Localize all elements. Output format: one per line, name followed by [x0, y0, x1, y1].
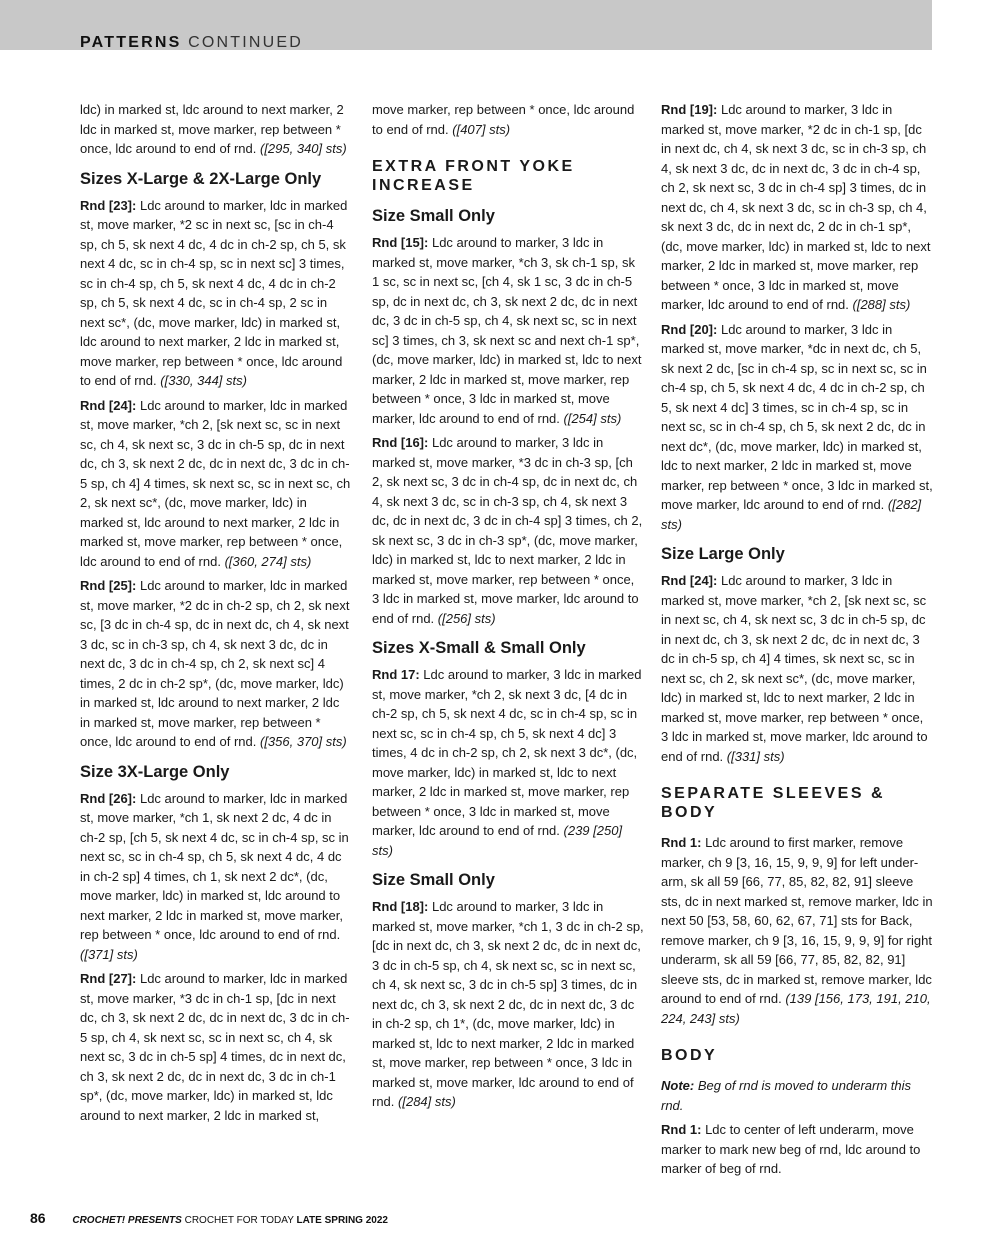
stitch-count: ([356, 370] sts): [259, 734, 347, 749]
instruction-paragraph: [661, 320, 933, 535]
header-title-bold: PATTERNS: [80, 34, 182, 51]
round-label: Rnd [19]:: [661, 102, 718, 117]
instruction-paragraph: [372, 897, 644, 1112]
instruction-paragraph: [661, 833, 933, 1028]
instruction-paragraph: [372, 233, 644, 428]
instruction-text: ldc) in marked st, ldc around to next marker, 2 ldc in marked st, move marker, rep between * once, ldc around to end of rnd.: [80, 102, 344, 156]
stitch-count: (239 [250] sts): [372, 823, 623, 858]
instruction-paragraph: [80, 196, 352, 391]
instruction-text: Ldc around to marker, ldc in marked st, move marker, *ch 1, sk next 2 dc, 4 dc in ch-2 sp, [ch 5, sk next 4 dc, sc in ch-4 sp, sc in next sc, sc in ch-4 sp, ch 5, sk next 4 dc, 4 dc in ch-2 sp] 4 times, ch 1, sk next 2 dc*, (dc, move marker, ldc) in marked st, ldc around to next marker, 2 ldc in marked st, move marker, rep between * once, ldc around to end of rnd.: [80, 790, 349, 942]
column-2: [372, 100, 644, 1117]
stitch-count: ([330, 344] sts): [160, 373, 247, 388]
note-paragraph: [661, 1076, 933, 1115]
round-label: Note:: [661, 1078, 695, 1093]
round-label: Rnd [20]:: [661, 321, 718, 337]
footer-brand: CROCHET! PRESENTS: [72, 1215, 182, 1226]
stitch-count: ([256] sts): [437, 610, 496, 626]
section-header: [80, 34, 303, 52]
instruction-paragraph: [372, 433, 644, 628]
round-label: Rnd 17:: [372, 667, 420, 682]
instruction-text: Ldc around to first marker, remove marker, ch 9 [3, 16, 15, 9, 9, 9] for left under-arm, sk all 59 [66, 77, 85, 82, 82, 91] sleeve sts, dc in next marked st, remove marker, ldc in next 50 [53, 58, 60, 62, 67, 71] sts for Back, remove marker, ch 9 [3, 16, 15, 9, 9, 9] for right underarm, sk all 59 [66, 77, 85, 82, 82, 91] sleeve sts, dc in marked st, remove marker, ldc around to end of rnd.: [661, 835, 933, 1006]
instruction-text: Ldc around to marker, ldc in marked st, move marker, *ch 2, [sk next sc, sc in next sc, ch 4, sk next sc, 3 dc in ch-5 sp, dc in next dc, ch 3, sk next 2 dc, dc in next dc, 3 dc in ch-5 sp, ch 4] 4 times, sk next sc, sc in next sc, ch 2, sk next sc*, (dc, move marker, ldc) in marked st, ldc around to next marker, 2 ldc in marked st, move marker, rep between * once, ldc around to end of rnd.: [80, 397, 351, 569]
page-footer: [30, 1210, 388, 1226]
instruction-paragraph: [80, 969, 352, 1125]
instruction-text: Ldc around to marker, 3 ldc in marked st, move marker, *ch 1, 3 dc in ch-2 sp, [dc in next dc, ch 3, sk next 2 dc, dc in next dc, 3 dc in ch-5 sp, ch 4, sk next sc, sc in next sc, ch 4, sk next sc, 3 dc in ch-5 sp] 3 times, dc in next dc, ch 3, sk next 2 dc, dc in next dc, 3 dc in ch-2 sp, ch 1*, (dc, move marker, ldc) in marked st, ldc to next marker, 2 ldc in marked st, move marker, rep between * once, 3 ldc in marked st, move marker, ldc around to end of rnd.: [372, 899, 644, 1109]
instruction-paragraph: [661, 1120, 933, 1179]
stitch-count: ([295, 340] sts): [259, 141, 347, 156]
size-heading: Size Large Only: [661, 545, 785, 563]
stitch-count: ([360, 274] sts): [224, 553, 312, 569]
round-label: Rnd [15]:: [372, 235, 429, 250]
instruction-text: Ldc around to marker, 3 ldc in marked st, move marker, *2 dc in ch-1 sp, [dc in next dc, ch 4, sk next 3 dc, sc in ch-3 sp, ch 4, sk next 3 dc, dc in next dc, 3 dc in ch-4 sp, ch 2, sk next sc, 3 dc in ch-4 sp] 3 times, dc in next dc, ch 4, sk next 3 dc, sc in ch-3 sp, ch 4, sk next 3 dc, dc in next dc, 2 dc in ch-1 sp*, (dc, move marker, ldc) in marked st, ldc to next marker, 2 ldc in marked st, move marker, rep between * once, 3 ldc in marked st, move marker, ldc around to end of rnd.: [661, 102, 931, 312]
instruction-paragraph: [80, 789, 352, 965]
round-label: Rnd [26]:: [80, 790, 137, 806]
size-heading: Size 3X-Large Only: [80, 762, 230, 781]
stitch-count: ([407] sts): [452, 121, 511, 137]
instruction-text: Ldc around to marker, ldc in marked st, move marker, *3 dc in ch-1 sp, [dc in next dc, ch 3, sk next 2 dc, dc in next dc, 3 dc in ch-5 sp, ch 4, sk next sc, sc in next sc, ch 4, sk next sc, 3 dc in ch-5 sp] 4 times, dc in next dc, ch 3, sk next 2 dc, dc in next dc, 3 dc in ch-1 sp*, (dc, move marker, ldc) in marked st, ldc around to next marker, 2 ldc in marked st,: [80, 971, 350, 1123]
header-band: [0, 0, 932, 50]
instruction-text: Ldc around to marker, 3 ldc in marked st, move marker, *ch 2, sk next 3 dc, [4 dc in ch-2 sp, ch 5, sk next 4 dc, sc in ch-4 sp, sc in next sc, sc in ch-4 sp, ch 5, sk next 4 dc] 3 times, 4 dc in ch-2 sp, ch 2, sk next 3 dc*, (dc, move marker, ldc) in marked st, ldc to next marker, 2 ldc in marked st, move marker, rep between * once, 3 ldc in marked st, move marker, ldc around to end of rnd.: [372, 667, 642, 838]
instruction-text: move marker, rep between * once, ldc around to end of rnd.: [372, 102, 635, 137]
stitch-count: ([371] sts): [80, 946, 138, 962]
instruction-text: Ldc around to marker, ldc in marked st, move marker, *2 dc in ch-2 sp, ch 2, sk next sc, [3 dc in ch-4 sp, dc in next dc, ch 4, sk next 3 dc, sc in ch-3 sp, ch 4, sk next 3 dc, dc in next dc, 3 dc in ch-4 sp, ch 2, sk next sc] 4 times, 2 dc in ch-2 sp*, (dc, move marker, ldc) in marked st, ldc around to next marker, 2 ldc in marked st, move marker, rep between * once, ldc around to end of rnd.: [80, 578, 350, 749]
column-3: [661, 100, 933, 1184]
instruction-text: Ldc to center of left underarm, move marker to mark new beg of rnd, ldc around to marker of beg of rnd.: [661, 1122, 921, 1176]
instruction-text: Ldc around to marker, 3 ldc in marked st, move marker, *dc in next dc, ch 5, sk next 2 dc, [sc in ch-4 sp, sc in next sc, sc in ch-4 sp, ch 5, sk next 4 dc, 4 dc in ch-2 sp, ch 5, sk next 4 dc] 3 times, sc in ch-4 sp, sc in next sc, sc in ch-4 sp, ch 5, sk next 2 dc, dc in next dc*, (dc, move marker, ldc) in marked st, ldc to next marker, 2 ldc in marked st, move marker, rep between * once, 3 ldc in marked st, move marker, ldc around to end of rnd.: [661, 321, 933, 512]
round-label: Rnd 1:: [661, 1122, 702, 1137]
section-heading: BODY: [661, 1047, 718, 1064]
instruction-text: Ldc around to marker, ldc in marked st, move marker, *2 sc in next sc, [sc in ch-4 sp, ch 5, sk next 4 dc, 4 dc in ch-2 sp, ch 5, sk next 4 dc, sc in ch-4 sp, sc in next sc] 3 times, sc in ch-4 sp, ch 5, sk next 4 dc, 4 dc in ch-2 sp, ch 5, sk next 4 dc, sc in ch-4 sp, 2 sc in next sc*, (dc, move marker, ldc) in marked st, ldc around to next marker, 2 ldc in marked st, move marker, rep between * once, ldc around to end of rnd.: [80, 197, 348, 388]
round-label: Rnd [27]:: [80, 971, 137, 986]
round-label: Rnd [18]:: [372, 899, 429, 914]
section-heading: SEPARATE SLEEVES & BODY: [661, 785, 885, 821]
page-number: 86: [30, 1210, 46, 1226]
round-label: Rnd [25]:: [80, 578, 137, 593]
footer-publication: CROCHET FOR TODAY: [184, 1215, 294, 1226]
stitch-count: (139 [156, 173, 191, 210, 224, 243] sts): [661, 991, 931, 1026]
stitch-count: ([331] sts): [726, 748, 785, 764]
round-label: Rnd [24]:: [80, 397, 137, 413]
round-label: Rnd [23]:: [80, 197, 137, 213]
header-title-light: CONTINUED: [188, 34, 304, 51]
size-heading: Sizes X-Small & Small Only: [372, 639, 586, 657]
column-1: [80, 100, 352, 1130]
stitch-count: ([282] sts): [661, 497, 922, 532]
instruction-paragraph: [372, 665, 644, 860]
instruction-paragraph: [661, 571, 933, 766]
size-heading: Size Small Only: [372, 207, 495, 225]
stitch-count: ([284] sts): [398, 1094, 456, 1109]
instruction-text: Beg of rnd is moved to underarm this rnd.: [661, 1078, 912, 1113]
size-heading: Sizes X-Large & 2X-Large Only: [80, 169, 322, 188]
instruction-text: Ldc around to marker, 3 ldc in marked st, move marker, *ch 3, sk ch-1 sp, sk 1 sc, sc in next sc, [ch 4, sk 1 sc, 3 dc in ch-5 sp, dc in next dc, ch 3, sk next 2 dc, dc in next dc, 3 dc in ch-5 sp, ch 4, sk next sc, sc in next sc] 3 times, ch 3, sk next sc and next ch-1 sp*, (dc, move marker, ldc) in marked st, ldc to next marker, 2 ldc in marked st, move marker, rep between * once, 3 ldc in marked st, move marker, ldc around to end of rnd.: [372, 235, 642, 426]
instruction-paragraph: [80, 576, 352, 752]
stitch-count: ([288] sts): [852, 297, 911, 312]
size-heading: Size Small Only: [372, 871, 495, 889]
stitch-count: ([254] sts): [563, 410, 622, 426]
instruction-paragraph: [661, 100, 933, 315]
instruction-paragraph: [80, 396, 352, 572]
instruction-paragraph: [80, 100, 352, 159]
footer-issue: LATE SPRING 2022: [296, 1215, 388, 1226]
instruction-text: Ldc around to marker, 3 ldc in marked st, move marker, *3 dc in ch-3 sp, [ch 2, sk next sc, 3 dc in ch-4 sp, dc in next dc, ch 4, sk next 3 dc, sc in ch-3 sp, ch 4, sk next 3 dc, dc in next dc, 3 dc in ch-4 sp] 3 times, ch 2, sk next sc, 3 dc in ch-3 sp*, (dc, move marker, ldc) in marked st, ldc to next marker, 2 ldc in marked st, move marker, rep between * once, 3 ldc in marked st, move marker, ldc around to end of rnd.: [372, 435, 643, 626]
round-label: Rnd 1:: [661, 835, 702, 850]
round-label: Rnd [24]:: [661, 573, 718, 588]
instruction-text: Ldc around to marker, 3 ldc in marked st, move marker, *ch 2, [sk next sc, sc in next sc, ch 4, sk next sc, 3 dc in ch-5 sp, dc in next dc, ch 3, sk next 2 dc, dc in next dc, 3 dc in ch-5 sp, ch 4] 4 times, sk next sc, sc in next sc, ch 2, sk next sc*, (dc, move marker, ldc) in marked st, ldc to next marker, 2 ldc in marked st, move marker, rep between * once, 3 ldc in marked st, move marker, ldc around to end of rnd.: [661, 573, 928, 764]
round-label: Rnd [16]:: [372, 435, 429, 450]
section-heading: EXTRA FRONT YOKE INCREASE: [372, 158, 575, 194]
instruction-paragraph: [372, 100, 644, 139]
